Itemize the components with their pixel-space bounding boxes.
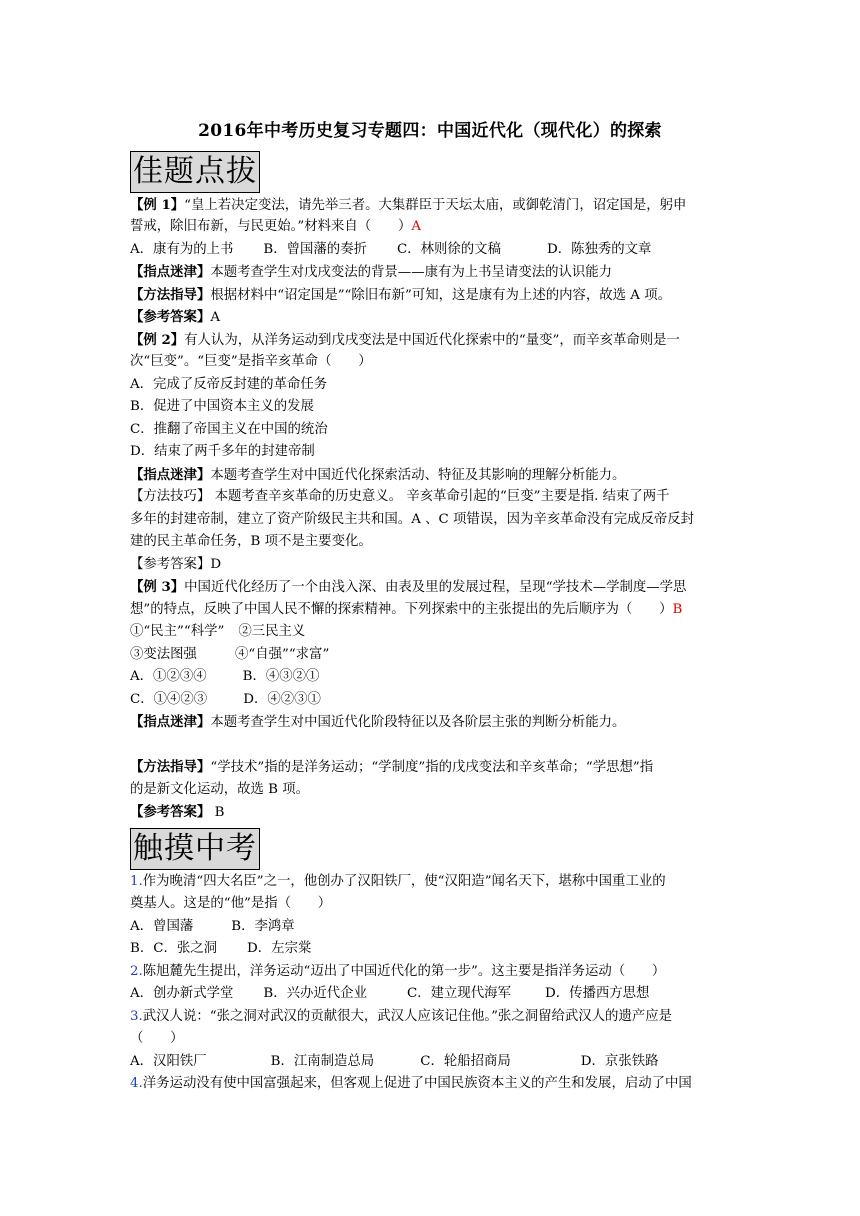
document-title: 2016年中考历史复习专题四：中国近代化（现代化）的探索 xyxy=(198,121,662,141)
q2-options: A．创办新式学堂 B．兴办近代企业 C．建立现代海军 D．传播西方思想 xyxy=(130,986,650,1001)
ex1-options: A．康有为的上书 B．曾国藩的奏折 C．林则徐的文稿 D．陈独秀的文章 xyxy=(130,242,652,257)
q2-line1: 2.陈旭麓先生提出，洋务运动“迈出了中国近代化的第一步”。这主要是指洋务运动（ ） xyxy=(130,964,666,979)
ex2-option-d: D．结束了两千多年的封建帝制 xyxy=(130,444,315,459)
ex1-method: 【方法指导】根据材料中“诏定国是”“除旧布新”可知，这是康有为上述的内容，故选 A 项。 xyxy=(130,287,672,303)
ex3-items-row1: ①“民主”“科学” ②三民主义 xyxy=(130,624,306,639)
ex3-answer-mark: B xyxy=(672,602,683,617)
ex2-option-c: C．推翻了帝国主义在中国的统治 xyxy=(130,422,328,437)
q1-line1: 1.作为晚清“四大名臣”之一，他创办了汉阳铁厂，使“汉阳造”闻名天下，堪称中国重工业的 xyxy=(130,874,666,889)
ex1-tag: 【例 1】 xyxy=(130,197,185,213)
q1-options-row2: B．C．张之洞 D．左宗棠 xyxy=(130,941,312,956)
ex3-options-row1: A．①②③④ B．④③②① xyxy=(130,669,320,684)
ex2-question-line1: 【例 2】有人认为，从洋务运动到戊戌变法是中国近代化探索中的“量变”，而辛亥革命则是一 xyxy=(130,332,680,348)
ex3-point: 【指点迷津】本题考查学生对中国近代化阶段特征以及各阶层主张的判断分析能力。 xyxy=(130,714,626,730)
ex3-question-line1: 【例 3】中国近代化经历了一个由浅入深、由表及里的发展过程，呈现“学技术—学制度—学思 xyxy=(130,579,687,595)
ex2-method-line1: 【方法技巧】 本题考查辛亥革命的历史意义。 辛亥革命引起的“巨变”主要是指. 结束了两千 xyxy=(130,489,670,504)
ex2-method-line3: 建的民主革命任务，B 项不是主要变化。 xyxy=(130,534,372,549)
ex1-point: 【指点迷津】本题考查学生对戊戌变法的背景——康有为上书呈请变法的认识能力 xyxy=(130,264,613,280)
section-banner-examples: 佳题点拔 xyxy=(130,151,260,193)
ex1-question-line1: 【例 1】“皇上若决定变法，请先举三者。大集群臣于天坛太庙，或御乾清门，诏定国是，躬申 xyxy=(130,197,687,213)
ex3-method-line1: 【方法指导】“学技术”指的是洋务运动；“学制度”指的戊戌变法和辛亥革命；“学思想”指 xyxy=(130,759,654,775)
ex3-question-line2: 想”的特点，反映了中国人民不懈的探索精神。下列探索中的主张提出的先后顺序为（ ）B xyxy=(130,602,683,617)
ex3-answer: 【参考答案】 B xyxy=(130,804,225,820)
q4-line1: 4.洋务运动没有使中国富强起来，但客观上促进了中国民族资本主义的产生和发展，启动了中国 xyxy=(130,1076,692,1091)
ex2-question-line2: 次“巨变”。“巨变”是指辛亥革命（ ） xyxy=(130,354,372,369)
q1-options-row1: A．曾国藩 B．李鸿章 xyxy=(130,919,295,934)
ex2-answer: 【参考答案】D xyxy=(130,557,222,572)
ex2-option-b: B．促进了中国资本主义的发展 xyxy=(130,399,314,414)
q3-line2: （ ） xyxy=(130,1031,184,1046)
ex1-answer: 【参考答案】A xyxy=(130,309,221,325)
q3-options: A．汉阳铁厂 B．江南制造总局 C．轮船招商局 D．京张铁路 xyxy=(130,1054,659,1069)
ex3-options-row2: C．①④②③ D．④②③① xyxy=(130,692,321,707)
q1-line2: 奠基人。这是的“他”是指（ ） xyxy=(130,896,332,911)
ex2-point: 【指点迷津】本题考查学生对中国近代化探索活动、特征及其影响的理解分析能力。 xyxy=(130,467,626,483)
section-banner-exam: 触摸中考 xyxy=(130,828,260,870)
ex1-answer-mark: A xyxy=(411,219,422,234)
ex2-method-line2: 多年的封建帝制，建立了资产阶级民主共和国。A 、C 项错误，因为辛亥革命没有完成反帝反封 xyxy=(130,512,695,527)
ex3-method-line2: 的是新文化运动，故选 B 项。 xyxy=(130,782,310,797)
ex3-items-row2: ③变法图强 ④“自强”“求富” xyxy=(130,647,330,662)
ex1-question-line2: 誓戒，除旧布新，与民更始。”材料来自（ ）A xyxy=(130,219,422,234)
ex2-option-a: A．完成了反帝反封建的革命任务 xyxy=(130,377,328,392)
q3-line1: 3.武汉人说：“张之洞对武汉的贡献很大，武汉人应该记住他。”张之洞留给武汉人的遗产应是 xyxy=(130,1009,673,1024)
